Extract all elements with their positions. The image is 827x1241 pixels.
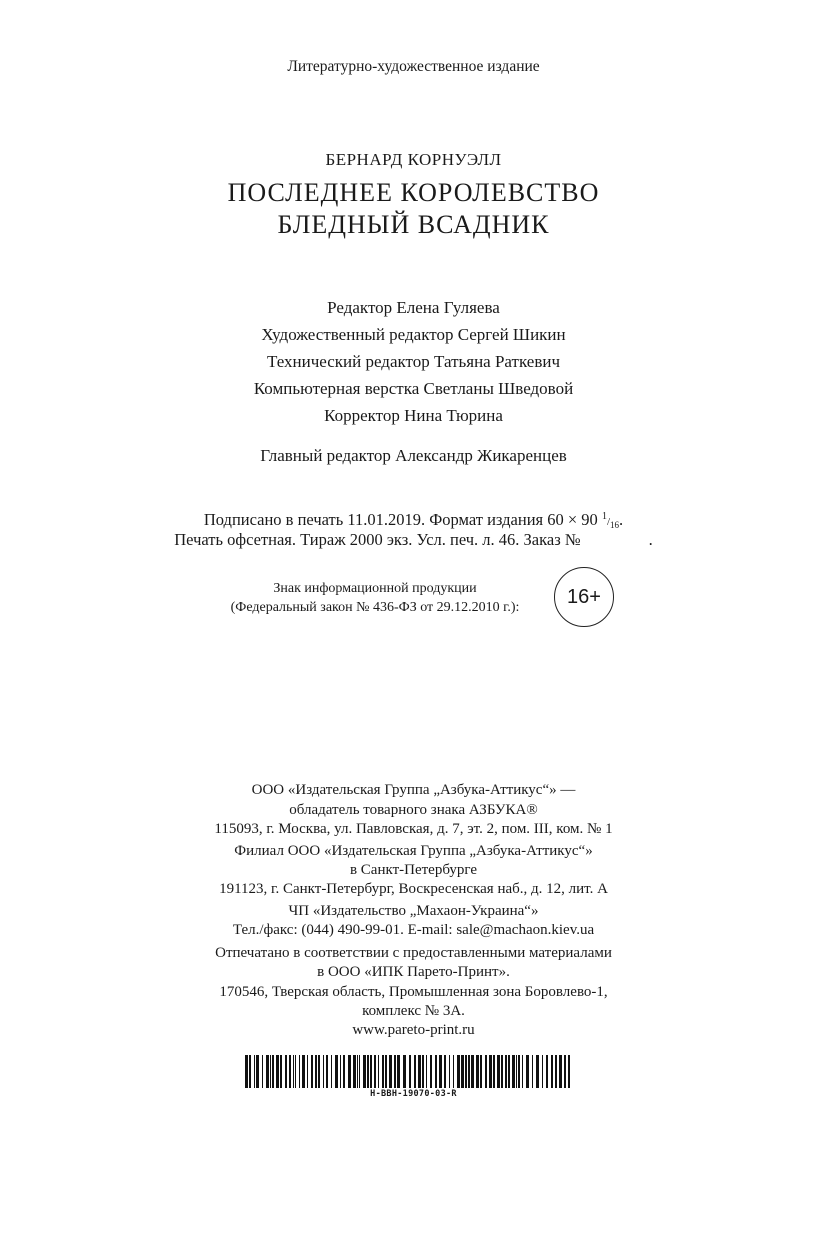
chief-editor: Главный редактор Александр Жикаренцев xyxy=(260,446,567,465)
imprint-line: ЧП «Издательство „Махаон-Украина“» xyxy=(288,903,539,919)
age-sign-line-1: Знак информационной продукции xyxy=(273,581,477,596)
print-line1-end: . xyxy=(619,510,624,529)
print-run-order: Печать офсетная. Тираж 2000 экз. Усл. печ. л. 46. Заказ № xyxy=(174,530,581,549)
staff-editor: Редактор Елена Гуляева xyxy=(327,298,500,317)
author-name: БЕРНАРД КОРНУЭЛЛ xyxy=(325,150,502,169)
print-info-line-1 xyxy=(0,510,827,530)
imprint-line: Отпечатано в соответствии с предоставленными материалами xyxy=(215,945,612,961)
imprint-line: обладатель товарного знака АЗБУКА® xyxy=(289,802,538,818)
imprint-line: 115093, г. Москва, ул. Павловская, д. 7, эт. 2, пом. III, ком. № 1 xyxy=(214,821,613,837)
imprint-line: в Санкт-Петербурге xyxy=(349,862,478,878)
staff-layout: Компьютерная верстка Светланы Шведовой xyxy=(253,379,574,398)
format-fraction: $^1/_{16}$ xyxy=(601,511,619,530)
print-signed-format: Подписано в печать 11.01.2019. Формат издания 60 × 90 xyxy=(203,510,598,529)
age-sign-line-2: (Федеральный закон № 436-ФЗ от 29.12.2010 г.): xyxy=(230,600,520,615)
print-line2-end: . xyxy=(648,530,653,549)
staff-proofreader: Корректор Нина Тюрина xyxy=(324,406,503,425)
print-info-line-2 xyxy=(0,530,827,550)
imprint-line: комплекс № 3А. xyxy=(362,1003,465,1019)
imprint-line: Филиал ООО «Издательская Группа „Азбука-Аттикус“» xyxy=(234,843,593,859)
imprint-line: ООО «Издательская Группа „Азбука-Аттикус“» — xyxy=(251,782,576,798)
age-sign-label xyxy=(200,579,550,617)
format-denominator: 16 xyxy=(610,520,619,530)
edition-type: Литературно-художественное издание xyxy=(287,58,540,75)
book-title-line-1: ПОСЛЕДНЕЕ КОРОЛЕВСТВО xyxy=(227,178,600,207)
imprint-line: 191123, г. Санкт-Петербург, Воскресенская наб., д. 12, лит. А xyxy=(219,881,608,897)
staff-tech-editor: Технический редактор Татьяна Раткевич xyxy=(266,352,561,371)
book-title-line-2: БЛЕДНЫЙ ВСАДНИК xyxy=(277,210,550,239)
age-rating-badge: 16+ xyxy=(554,567,614,627)
barcode xyxy=(245,1055,575,1088)
imprint-line: 170546, Тверская область, Промышленная зона Боровлево-1, xyxy=(219,984,608,1000)
barcode-code: H-BBH-19070-03-R xyxy=(370,1089,457,1099)
format-numerator: 1 xyxy=(601,511,607,522)
imprint-line: www.pareto-print.ru xyxy=(352,1022,475,1038)
imprint-line: Тел./факс: (044) 490-99-01. E-mail: sale@machaon.kiev.ua xyxy=(232,922,595,938)
imprint-line: в ООО «ИПК Парето-Принт». xyxy=(317,964,510,980)
staff-art-editor: Художественный редактор Сергей Шикин xyxy=(261,325,566,344)
